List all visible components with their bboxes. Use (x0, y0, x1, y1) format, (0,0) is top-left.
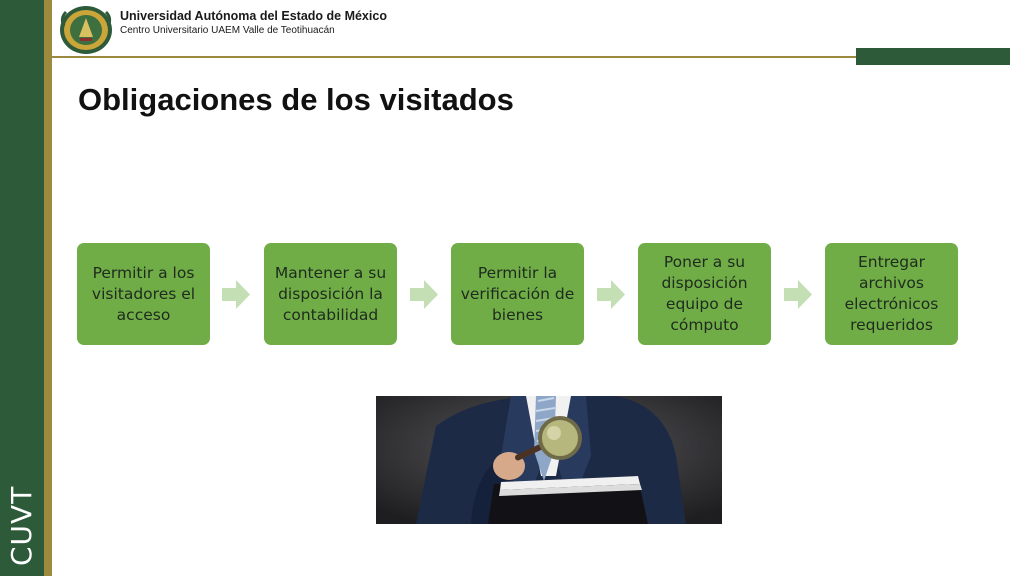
header-accent-bar (856, 48, 1010, 65)
campus-name: Centro Universitario UAEM Valle de Teotihuacán (120, 25, 335, 36)
sidebar-accent-stripe (44, 0, 52, 576)
right-arrow-icon (222, 280, 250, 309)
step-3-box: Permitir la verificación de bienes (451, 243, 584, 345)
businessman-magnifying-glass-photo (376, 396, 722, 524)
step-1-box: Permitir a los visitadores el acceso (77, 243, 210, 345)
right-arrow-icon (597, 280, 625, 309)
right-arrow-icon (784, 280, 812, 309)
right-arrow-icon (410, 280, 438, 309)
slide-title: Obligaciones de los visitados (78, 82, 514, 117)
step-2-box: Mantener a su disposición la contabilidad (264, 243, 397, 345)
step-4-box: Poner a su disposición equipo de cómputo (638, 243, 771, 345)
university-seal-icon (58, 4, 114, 56)
sidebar-label: CUVT (5, 485, 38, 566)
header-divider (52, 56, 856, 58)
university-name: Universidad Autónoma del Estado de México (120, 9, 387, 23)
step-5-box: Entregar archivos electrónicos requeridos (825, 243, 958, 345)
